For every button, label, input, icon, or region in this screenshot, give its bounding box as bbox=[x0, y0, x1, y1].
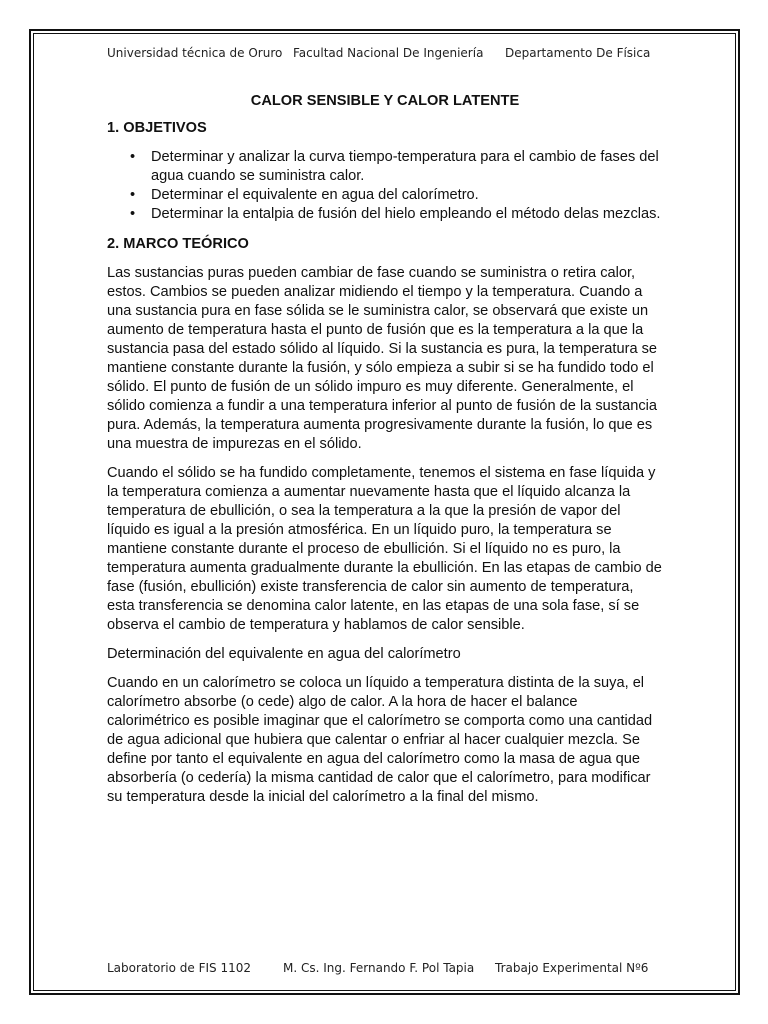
section-heading-objectives: 1. OBJETIVOS bbox=[107, 120, 207, 136]
header-university: Universidad técnica de Oruro bbox=[107, 46, 283, 60]
objective-item bbox=[130, 205, 663, 224]
objective-text: Determinar y analizar la curva tiempo-temperatura para el cambio de fases del agua cuando se suministra calor. bbox=[151, 149, 659, 184]
header-faculty: Facultad Nacional De Ingeniería bbox=[293, 46, 484, 60]
bullet: • bbox=[130, 187, 136, 203]
objective-text: Determinar el equivalente en agua del calorímetro. bbox=[151, 187, 479, 203]
paragraph: Cuando el sólido se ha fundido completamente, tenemos el sistema en fase líquida y la temperatura comienza a aumentar nuevamente hasta que el líquido alcanza la temperatura de ebullición, o sea la temperatura a la que la presión de vapor del líquido es igual a la presión atmosférica. En un líquido puro, la temperatura se mantiene constante durante el proceso de ebullición. Si el líquido no es puro, la temperatura aumenta gradualmente durante la ebullición. En las etapas de cambio de fase (fusión, ebullición) existe transferencia de calor sin aumento de temperatura, esta transferencia se denomina calor latente, en las etapas de una sola fase, sí se observa el cambio de temperatura y hablamos de calor sensible. bbox=[107, 465, 662, 633]
document-title: CALOR SENSIBLE Y CALOR LATENTE bbox=[250, 93, 520, 109]
objective-text: Determinar la entalpia de fusión del hielo empleando el método delas mezclas. bbox=[151, 206, 661, 222]
footer-work: Trabajo Experimental Nº6 bbox=[495, 961, 649, 975]
objective-item bbox=[130, 148, 663, 186]
bullet: • bbox=[130, 149, 136, 165]
document-body bbox=[107, 92, 663, 817]
objective-item bbox=[130, 186, 663, 205]
paragraph: Las sustancias puras pueden cambiar de fase cuando se suministra o retira calor, estos. Cambios se pueden analizar midiendo el tiempo y la temperatura. Cuando a una sustancia pura en fase sólida se le suministra calor, se observará que existe un aumento de temperatura hasta el punto de fusión que es la temperatura a la que la sustancia pasa del estado sólido al líquido. Si la sustancia es pura, la temperatura se mantiene constante durante la fusión, y sólo empieza a subir si se ha fundido todo el sólido. El punto de fusión de un sólido impuro es muy diferente. Generalmente, el sólido comienza a fundir a una temperatura inferior al punto de fusión de la sustancia pura. Además, la temperatura aumenta progresivamente durante la fusión, lo que es una muestra de impurezas en el sólido. bbox=[107, 265, 658, 452]
footer-instructor: M. Cs. Ing. Fernando F. Pol Tapia bbox=[283, 961, 475, 975]
subheading: Determinación del equivalente en agua del calorímetro bbox=[107, 646, 461, 662]
paragraph: Cuando en un calorímetro se coloca un líquido a temperatura distinta de la suya, el calorímetro absorbe (o cede) algo de calor. A la hora de hacer el balance calorimétrico es posible imaginar que el calorímetro se comporta como una cantidad de agua adicional que hubiera que calentar o enfriar al hacer cualquier mezcla. Se define por tanto el equivalente en agua del calorímetro como la masa de agua que absorbería (o cedería) la misma cantidad de calor que el calorímetro, para modificar su temperatura desde la inicial del calorímetro a la final del mismo. bbox=[107, 675, 653, 805]
objectives-list bbox=[107, 148, 663, 224]
header-department: Departamento De Física bbox=[505, 46, 651, 60]
bullet: • bbox=[130, 206, 136, 222]
footer-lab: Laboratorio de FIS 1102 bbox=[107, 961, 251, 975]
section-heading-marco-teorico: 2. MARCO TEÓRICO bbox=[107, 236, 249, 252]
